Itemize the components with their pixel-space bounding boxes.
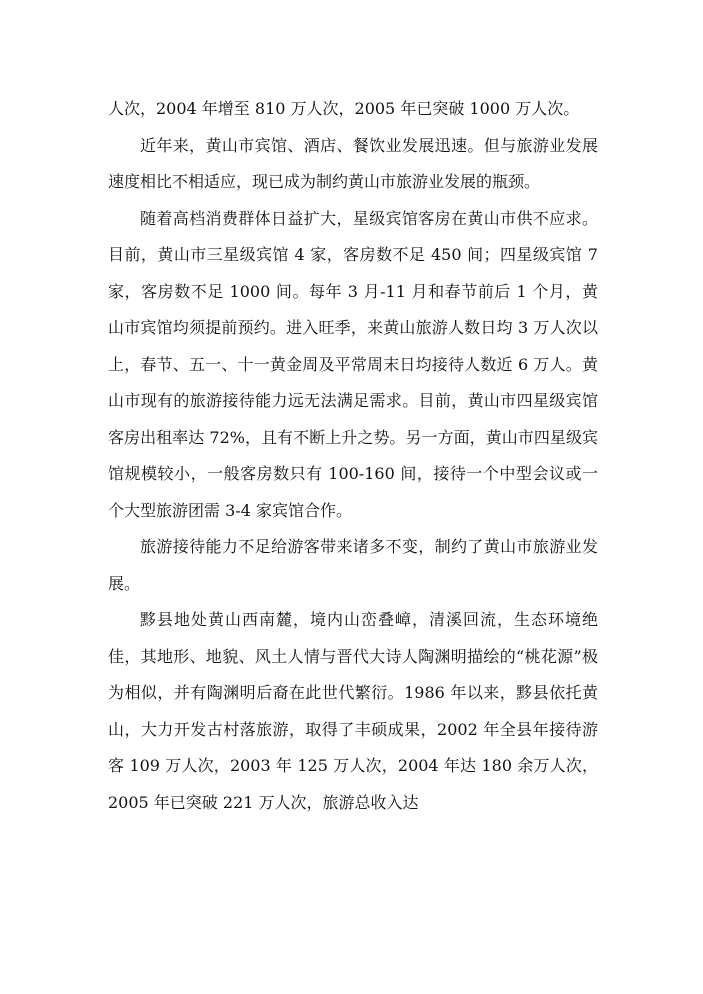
document-body [108, 91, 598, 821]
paragraph-star-hotel-supply: 随着高档消费群体日益扩大，星级宾馆客房在黄山市供不应求。目前，黄山市三星级宾馆 4 家，客房数不足 450 间；四星级宾馆 7 家，客房数不足 1000 间。每年 3 月-11 月和春节前后 1 个月，黄山市宾馆均须提前预约。进入旺季，来黄山旅游人数日均 3 万人次以上，春节、五一、十一黄金周及平常周末日均接待人数近 6 万人。黄山市现有的旅游接待能力远无法满足需求。目前，黄山市四星级宾馆客房出租率达 72%，且有不断上升之势。另一方面，黄山市四星级宾馆规模较小，一般客房数只有 100-160 间，接待一个中型会议或一个大型旅游团需 3-4 家宾馆合作。 [108, 208, 598, 520]
paragraph-yixian-tourism: 黟县地处黄山西南麓，境内山峦叠嶂，清溪回流，生态环境绝佳，其地形、地貌、风土人情与晋代大诗人陶渊明描绘的“桃花源”极为相似，并有陶渊明后裔在此世代繁衍。1986 年以来，黟县依托黄山，大力开发古村落旅游，取得了丰硕成果，2002 年全县年接待游客 109 万人次，2003 年 125 万人次，2004 年达 180 余万人次，2005 年已突破 221 万人次，旅游总收入达 [108, 610, 598, 812]
paragraph-continuation: 人次，2004 年增至 810 万人次，2005 年已突破 1000 万人次。 [108, 99, 580, 118]
paragraph-hotel-development: 近年来，黄山市宾馆、酒店、餐饮业发展迅速。但与旅游业发展速度相比不相适应，现已成为制约黄山市旅游业发展的瓶颈。 [108, 135, 598, 191]
paragraph-capacity-shortage: 旅游接待能力不足给游客带来诸多不变，制约了黄山市旅游业发展。 [108, 537, 598, 593]
